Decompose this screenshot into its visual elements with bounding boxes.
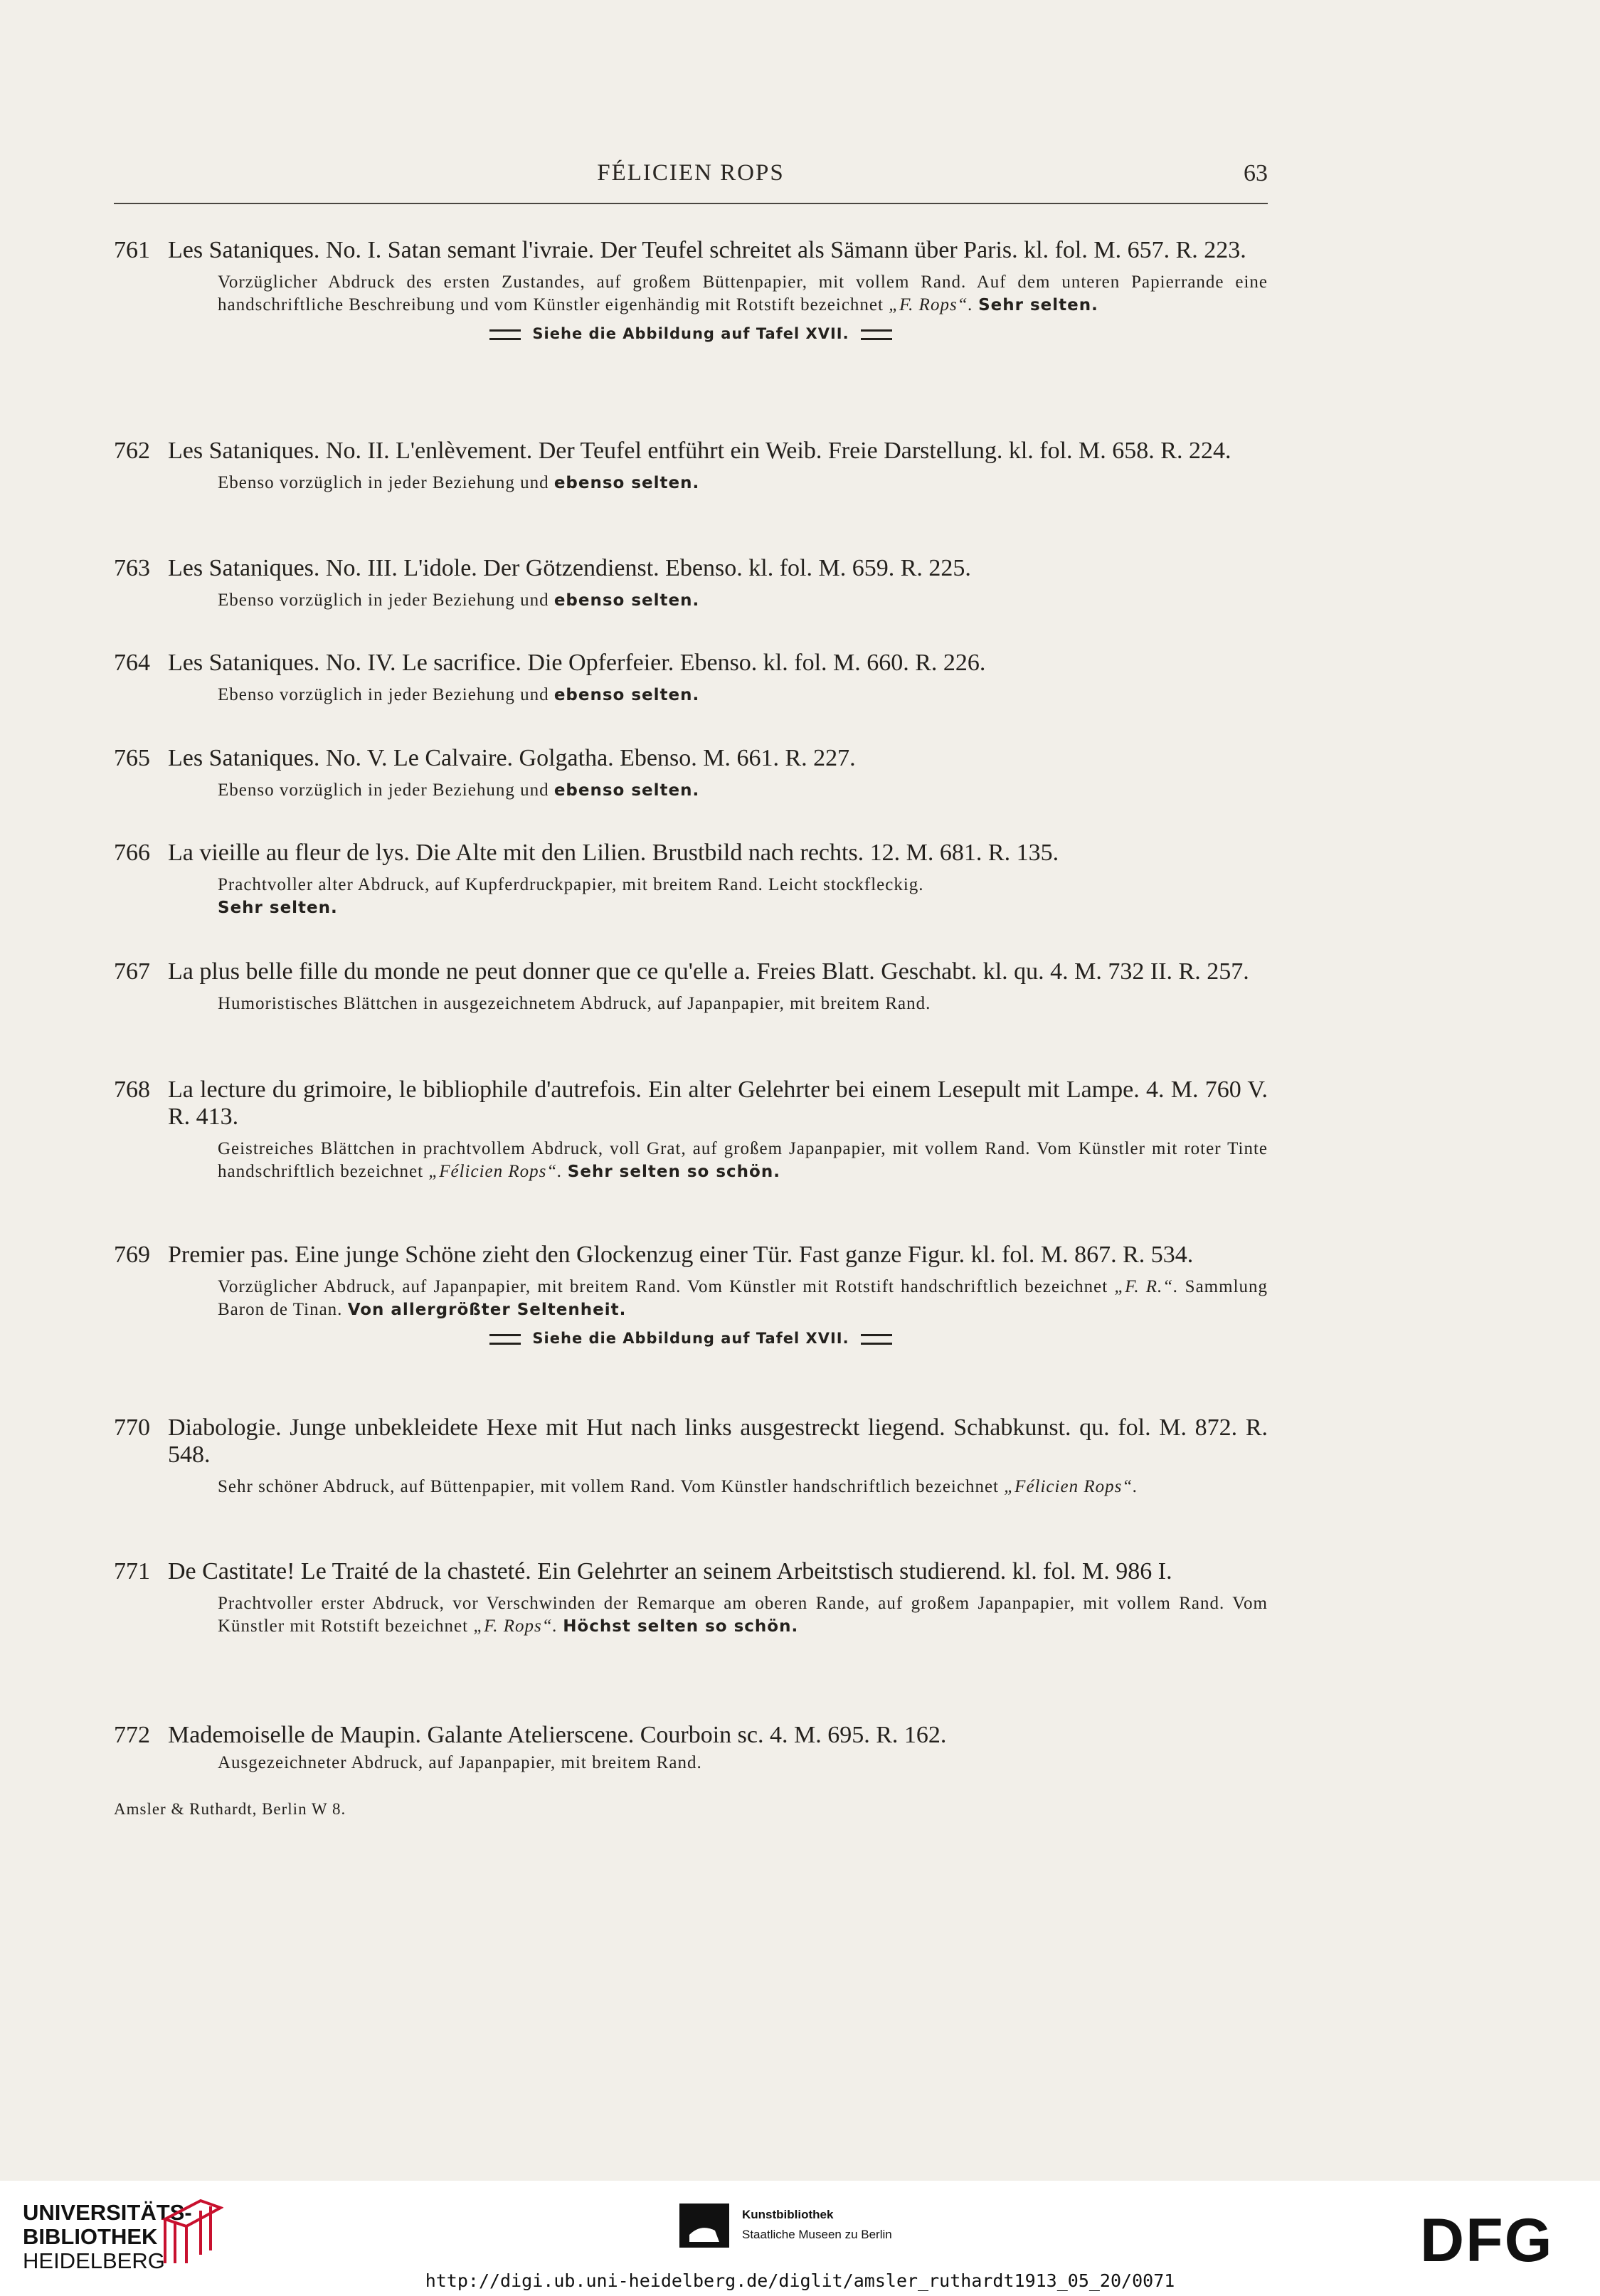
rarity-note: Sehr selten so schön. bbox=[567, 1163, 780, 1181]
running-title: FÉLICIEN ROPS bbox=[597, 160, 785, 186]
catalog-entry-769 bbox=[114, 1242, 1268, 1347]
entry-description: Ebenso vorzüglich in jeder Beziehung und ebenso selten. bbox=[218, 591, 700, 610]
entry-description: Ausgezeichneter Abdruck, auf Japanpapier, mit breitem Rand. bbox=[218, 1753, 702, 1772]
dfg-logo: DFG bbox=[1420, 2206, 1554, 2275]
entry-title: Les Sataniques. No. I. Satan semant l'ivraie. Der Teufel schreitet als Sämann über Paris. kl. fol. M. 657. R. 223. bbox=[168, 237, 1246, 263]
entry-description: Vorzüglicher Abdruck des ersten Zustandes, auf großem Büttenpapier, mit vollem Rand. Auf dem unteren Papierrande eine handschriftliche Beschreibung und vom Künstler eigenhändig mit Rotstift bezeichnet „F. Rops“. Sehr selten. bbox=[218, 273, 1268, 314]
digitization-footer bbox=[0, 2181, 1600, 2296]
entry-number: 772 bbox=[114, 1722, 150, 1748]
catalog-entry-770 bbox=[114, 1414, 1268, 1498]
entry-description: Geistreiches Blättchen in prachtvollem Abdruck, voll Grat, auf großem Japanpapier, mit vollem Rand. Vom Künstler mit roter Tinte handschriftlich bezeichnet „Félicien Rops“. Sehr selten so schön. bbox=[218, 1139, 1268, 1181]
catalog-entry-764 bbox=[114, 650, 1268, 707]
catalog-entry-761 bbox=[114, 237, 1268, 342]
plate-reference: Siehe die Abbildung auf Tafel XVII. bbox=[114, 1330, 1268, 1347]
entry-title: Les Sataniques. No. IV. Le sacrifice. Die Opferfeier. Ebenso. kl. fol. M. 660. R. 226. bbox=[168, 650, 986, 676]
entry-title: Diabologie. Junge unbekleidete Hexe mit Hut nach links ausgestreckt liegend. Schabkunst. qu. fol. M. 872. R. 548. bbox=[168, 1414, 1268, 1468]
entry-number: 767 bbox=[114, 958, 150, 985]
rarity-note: Von allergrößter Seltenheit. bbox=[347, 1301, 627, 1319]
signature: „F. Rops“. bbox=[889, 295, 973, 314]
university-library-name: UNIVERSITÄTS- BIBLIOTHEK HEIDELBERG bbox=[23, 2200, 192, 2273]
signature: „Félicien Rops“. bbox=[428, 1162, 563, 1181]
catalog-entry-763 bbox=[114, 555, 1268, 612]
entry-description: Prachtvoller erster Abdruck, vor Verschwinden der Remarque am oberen Rande, auf großem Japanpapier, mit vollem Rand. Vom Künstler mit Rotstift bezeichnet „F. Rops“. Höchst selten so schön. bbox=[218, 1594, 1268, 1636]
entry-title: De Castitate! Le Traité de la chasteté. Ein Gelehrter an seinem Arbeitstisch studierend. kl. fol. M. 986 I. bbox=[168, 1558, 1172, 1585]
entry-description: Prachtvoller alter Abdruck, auf Kupferdruckpapier, mit breitem Rand. Leicht stockfleckig. Sehr selten. bbox=[218, 875, 924, 917]
catalog-entry-765 bbox=[114, 745, 1268, 802]
catalog-entry-772 bbox=[114, 1722, 1268, 1774]
rarity-note: Höchst selten so schön. bbox=[563, 1617, 799, 1636]
entry-number: 765 bbox=[114, 745, 150, 771]
entry-title: Premier pas. Eine junge Schöne zieht den Glockenzug einer Tür. Fast ganze Figur. kl. fol. M. 867. R. 534. bbox=[168, 1242, 1194, 1268]
entry-number: 761 bbox=[114, 237, 150, 263]
entry-number: 768 bbox=[114, 1076, 150, 1103]
entry-number: 764 bbox=[114, 650, 150, 676]
entry-description: Ebenso vorzüglich in jeder Beziehung und ebenso selten. bbox=[218, 685, 700, 704]
entry-title: Les Sataniques. No. II. L'enlèvement. Der Teufel entführt ein Weib. Freie Darstellung. kl. fol. M. 658. R. 224. bbox=[168, 438, 1231, 464]
entry-title: Les Sataniques. No. III. L'idole. Der Götzendienst. Ebenso. kl. fol. M. 659. R. 225. bbox=[168, 555, 971, 581]
entry-title: La lecture du grimoire, le bibliophile d'autrefois. Ein alter Gelehrter bei einem Lesepult mit Lampe. 4. M. 760 V. R. 413. bbox=[168, 1076, 1268, 1130]
entry-number: 769 bbox=[114, 1242, 150, 1268]
printer-imprint: Amsler & Ruthardt, Berlin W 8. bbox=[114, 1800, 346, 1818]
source-url[interactable]: http://digi.ub.uni-heidelberg.de/diglit/amsler_ruthardt1913_05_20/0071 bbox=[425, 2270, 1175, 2291]
rarity-note: ebenso selten. bbox=[553, 591, 700, 610]
catalog-entry-767 bbox=[114, 958, 1268, 1015]
signature: „Félicien Rops“. bbox=[1004, 1477, 1138, 1496]
entry-description: Ebenso vorzüglich in jeder Beziehung und ebenso selten. bbox=[218, 781, 700, 800]
catalog-entry-771 bbox=[114, 1558, 1268, 1638]
entry-title: La vieille au fleur de lys. Die Alte mit den Lilien. Brustbild nach rechts. 12. M. 681. R. 135. bbox=[168, 840, 1059, 866]
entry-description: Humoristisches Blättchen in ausgezeichnetem Abdruck, auf Japanpapier, mit breitem Rand. bbox=[218, 994, 931, 1013]
rarity-note: ebenso selten. bbox=[553, 474, 700, 492]
entry-title: Les Sataniques. No. V. Le Calvaire. Golgatha. Ebenso. M. 661. R. 227. bbox=[168, 745, 856, 771]
catalog-entry-762 bbox=[114, 438, 1268, 494]
entry-description: Sehr schöner Abdruck, auf Büttenpapier, mit vollem Rand. Vom Künstler handschriftlich bezeichnet „Félicien Rops“. bbox=[218, 1477, 1138, 1496]
entry-number: 771 bbox=[114, 1558, 150, 1585]
entry-number: 766 bbox=[114, 840, 150, 866]
signature: „F. R.“. bbox=[1114, 1277, 1179, 1296]
rarity-note: ebenso selten. bbox=[553, 686, 700, 704]
kunstbibliothek-name: Kunstbibliothek Staatliche Museen zu Berlin bbox=[742, 2208, 892, 2241]
catalog-entry-768 bbox=[114, 1076, 1268, 1183]
rarity-note: Sehr selten. bbox=[978, 296, 1098, 314]
entry-title: Mademoiselle de Maupin. Galante Atelierscene. Courboin sc. 4. M. 695. R. 162. bbox=[168, 1722, 947, 1748]
rarity-note: Sehr selten. bbox=[218, 899, 338, 917]
rarity-note: ebenso selten. bbox=[553, 781, 700, 800]
university-logo-icon bbox=[158, 2198, 223, 2266]
entry-description: Ebenso vorzüglich in jeder Beziehung und ebenso selten. bbox=[218, 473, 700, 492]
entry-number: 762 bbox=[114, 438, 150, 464]
kunstbibliothek-logo-icon bbox=[679, 2204, 729, 2248]
entry-number: 770 bbox=[114, 1414, 150, 1441]
plate-reference: Siehe die Abbildung auf Tafel XVII. bbox=[114, 325, 1268, 342]
entry-number: 763 bbox=[114, 555, 150, 581]
page-number: 63 bbox=[1244, 160, 1268, 186]
signature: „F. Rops“. bbox=[473, 1617, 558, 1636]
entry-description: Vorzüglicher Abdruck, auf Japanpapier, mit breitem Rand. Vom Künstler mit Rotstift handschriftlich bezeichnet „F. R.“. Sammlung Baron de Tinan. Von allergrößter Seltenheit. bbox=[218, 1277, 1268, 1319]
catalog-entry-766 bbox=[114, 840, 1268, 919]
header-rule bbox=[114, 203, 1268, 204]
entry-title: La plus belle fille du monde ne peut donner que ce qu'elle a. Freies Blatt. Geschabt. kl. qu. 4. M. 732 II. R. 257. bbox=[168, 958, 1249, 985]
